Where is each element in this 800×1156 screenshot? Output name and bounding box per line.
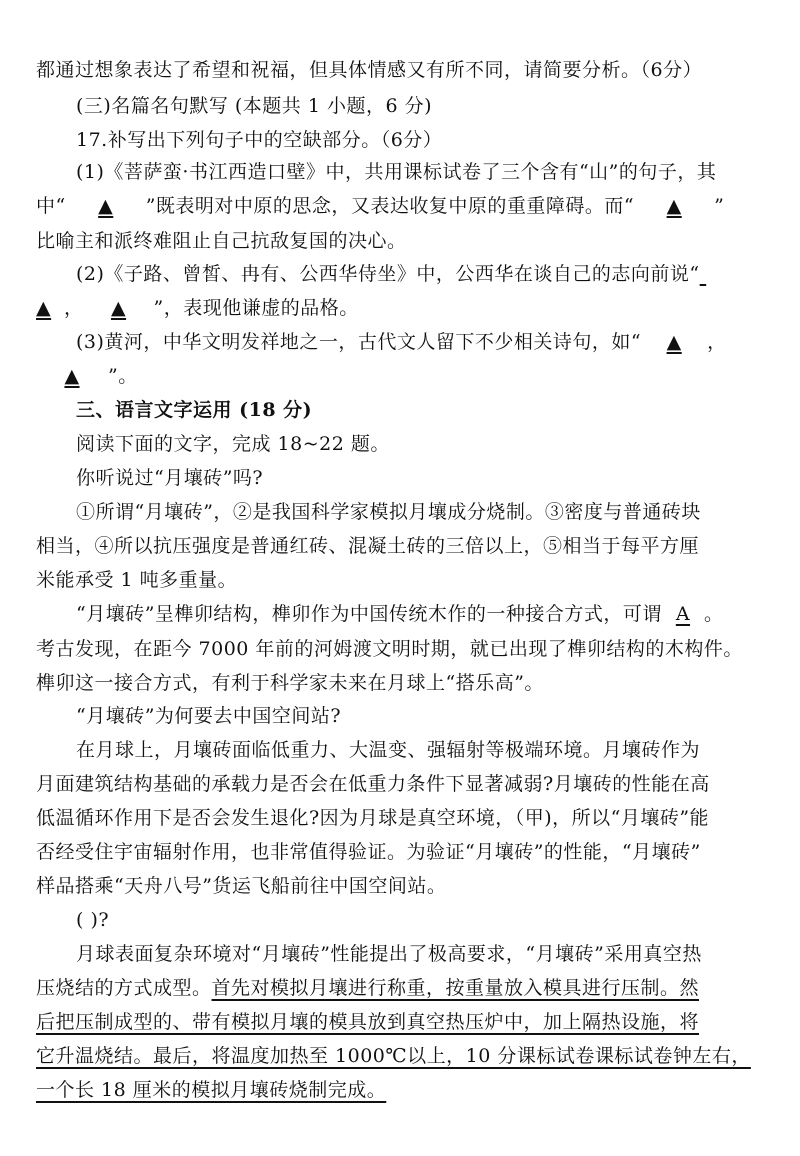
text-fragment: ， [707,331,727,353]
q17-part3-line1 [76,329,772,355]
blank-label: A [675,603,691,625]
triangle-icon: ▲ [110,297,127,319]
para3-line4: 否经受住宇宙辐射作用，也非常值得验证。为验证“月壤砖”的性能，“月壤砖” [36,841,701,863]
para3-line2: 月面建筑结构基础的承载力是否会在低重力条件下显著减弱?月壤砖的性能在高 [36,773,710,795]
text-fragment: (2)《子路、曾皙、冉有、公西华侍坐》中，公西华在谈自己的志向前说“ [76,263,700,285]
q16-tail: 都通过想象表达了希望和祝福，但具体情感又有所不同，请简要分析。（6分） [36,59,703,81]
para4-line1: 月球表面复杂环境对“月壤砖”性能提出了极高要求，“月壤砖”采用真空热 [76,943,702,965]
triangle-icon: ▲ [666,195,682,217]
reading-instruction: 阅读下面的文字，完成 18~22 题。 [76,433,390,455]
para4-line4-underlined: 它升温烧结。最后，将温度加热至 1000℃以上，10 分课标试卷课标试卷钟左右， [36,1045,751,1067]
para3-line3: 低温循环作用下是否会发生退化?因为月球是真空环境，（甲)，所以“月壤砖”能 [36,807,710,829]
para3-line1: 在月球上，月壤砖面临低重力、大温变、强辐射等极端环境。月壤砖作为 [76,739,701,761]
para3-line5: 样品搭乘“天舟八号”货运飞船前往中国空间站。 [36,875,447,897]
text-fragment: ”。 [108,365,138,387]
q17-part1-line2 [36,193,772,219]
answer-blank [84,295,154,321]
q17-part3-line2 [36,363,772,389]
passage-question-3: ( )? [76,909,110,931]
section-title-famous-quotes: (三)名篇名句默写 (本题共 1 小题，6 分) [76,95,432,117]
answer-blank [700,261,714,287]
q17-part2-line2 [36,295,772,321]
triangle-icon: ▲ [36,297,52,319]
passage-question-1: 你听说过“月壤砖”吗? [76,467,264,489]
text-fragment: 中“ [36,195,66,217]
para4-line2 [36,975,772,1001]
para4-line3-underlined: 后把压制成型的、带有模拟月壤的模具放到真空热压炉中，加上隔热设施，将 [36,1011,700,1033]
answer-blank [36,363,108,389]
answer-blank [66,193,146,219]
text-fragment: ” [714,195,725,217]
text-fragment: 压烧结的方式成型。 [36,977,212,999]
underlined-text: 首先对模拟月壤进行称重，按重量放入模具进行压制。然 [211,977,700,999]
para2-line1 [76,601,772,627]
para2-line2: 考古发现，在距今 7000 年前的河姆渡文明时期，就已出现了榫卯结构的木构件。 [36,638,743,660]
text-fragment: ”既表明对中原的思念，又表达收复中原的重重障碍。而“ [145,195,635,217]
text-fragment: (3)黄河，中华文明发祥地之一，古代文人留下不少相关诗句，如“ [76,331,642,353]
para1-line2: 相当，④所以抗压强度是普通红砖、混凝土砖的三倍以上，⑤相当于每平方厘 [36,535,700,557]
para4-line5-underlined: 一个长 18 厘米的模拟月壤砖烧制完成。 [36,1079,387,1101]
triangle-icon: ▲ [666,331,682,353]
answer-blank [634,193,714,219]
text-fragment: “月壤砖”呈榫卯结构，榫卯作为中国传统木作的一种接合方式，可谓 [76,603,662,625]
para2-line3: 榫卯这一接合方式，有利于科学家未来在月球上“搭乐高”。 [36,672,544,694]
text-fragment: ， [64,297,84,319]
triangle-icon: ▲ [64,365,80,387]
para1-line3: 米能承受 1 吨多重量。 [36,569,238,591]
answer-blank [641,329,707,355]
q17-part1-line3: 比喻主和派终难阻止自己抗敌复国的决心。 [36,230,407,252]
section-title-language-use: 三、语言文字运用 (18 分) [76,399,313,421]
answer-blank [36,295,64,321]
q17-part1-line1: (1)《菩萨蛮·书江西造口壁》中，共用课标试卷了三个含有“山”的句子，其 [76,161,717,183]
text-fragment: ”，表现他谦虚的品格。 [153,297,359,319]
q17-stem: 17.补写出下列句子中的空缺部分。（6分） [76,129,443,151]
triangle-icon: ▲ [98,195,114,217]
answer-blank-a [662,601,704,627]
passage-question-2: “月壤砖”为何要去中国空间站? [76,705,342,727]
text-fragment: 。 [703,603,724,625]
para1-line1: ①所谓“月壤砖”，②是我国科学家模拟月壤成分烧制。③密度与普通砖块 [76,501,701,523]
q17-part2-line1 [76,261,772,287]
